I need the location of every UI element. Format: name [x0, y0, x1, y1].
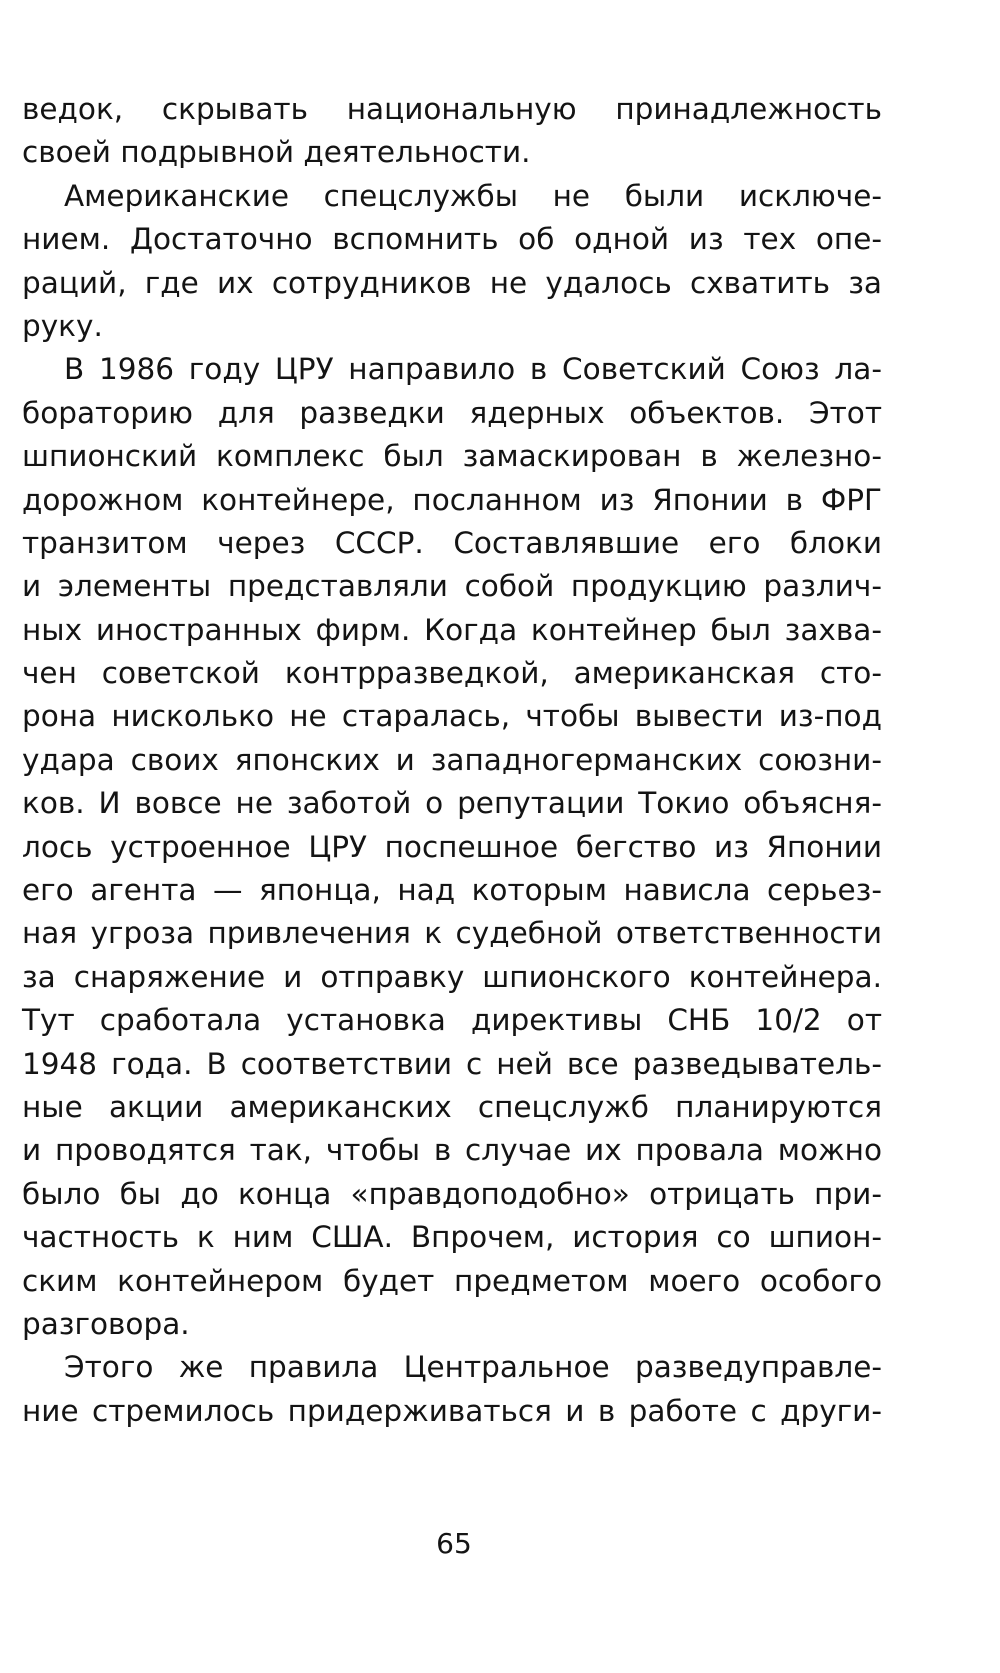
- text-line: и элементы представляли собой продукцию различ-: [22, 569, 882, 604]
- text-line: за снаряжение и отправку шпионского контейнера.: [22, 959, 882, 994]
- text-line: дорожном контейнере, посланном из Японии в ФРГ: [22, 482, 882, 517]
- text-line: своей подрывной деятельности.: [22, 135, 531, 170]
- text-line: чен советской контрразведкой, американская сто-: [22, 656, 882, 691]
- text-line: его агента — японца, над которым нависла серьез-: [22, 873, 882, 908]
- text-line: Американские спецслужбы не были исключе-: [64, 178, 882, 213]
- text-line: удара своих японских и западногерманских союзни-: [22, 742, 882, 777]
- text-line: ная угроза привлечения к судебной ответственности: [22, 916, 882, 951]
- page-number: 65: [436, 1527, 472, 1560]
- text-line: ведок, скрывать национальную принадлежность: [22, 92, 882, 126]
- text-line: В 1986 году ЦРУ направило в Советский Союз ла-: [64, 352, 882, 387]
- text-line: ков. И вовсе не заботой о репутации Токио объясня-: [22, 786, 882, 821]
- text-line: лось устроенное ЦРУ поспешное бегство из Японии: [22, 829, 882, 864]
- text-line: бораторию для разведки ядерных объектов. Этот: [22, 395, 882, 430]
- text-line: шпионский комплекс был замаскирован в железно-: [22, 439, 882, 474]
- text-line: ных иностранных фирм. Когда контейнер был захва-: [22, 612, 882, 647]
- text-line: частность к ним США. Впрочем, история со шпион-: [22, 1220, 882, 1255]
- text-line: руку.: [22, 308, 103, 343]
- text-line: и проводятся так, чтобы в случае их провала можно: [22, 1133, 882, 1168]
- text-line: нием. Достаточно вспомнить об одной из тех опе-: [22, 222, 882, 257]
- text-line: было бы до конца «правдоподобно» отрицать при-: [22, 1176, 882, 1211]
- text-line: Этого же правила Центральное разведуправле-: [64, 1350, 882, 1385]
- text-line: транзитом через СССР. Составлявшие его блоки: [22, 525, 882, 560]
- text-line: разговора.: [22, 1306, 190, 1341]
- text-line: ные акции американских спецслужб планируются: [22, 1089, 882, 1124]
- text-line: Тут сработала установка директивы СНБ 10/2 от: [22, 1003, 882, 1038]
- text-line: раций, где их сотрудников не удалось схватить за: [22, 265, 882, 300]
- body-text: [22, 88, 882, 1433]
- text-line: 1948 года. В соответствии с ней все разведыватель-: [22, 1046, 882, 1081]
- text-line: рона нисколько не старалась, чтобы вывести из-под: [22, 699, 882, 734]
- text-line: ским контейнером будет предметом моего особого: [22, 1263, 882, 1298]
- text-line: ние стремилось придерживаться и в работе с други-: [22, 1393, 882, 1428]
